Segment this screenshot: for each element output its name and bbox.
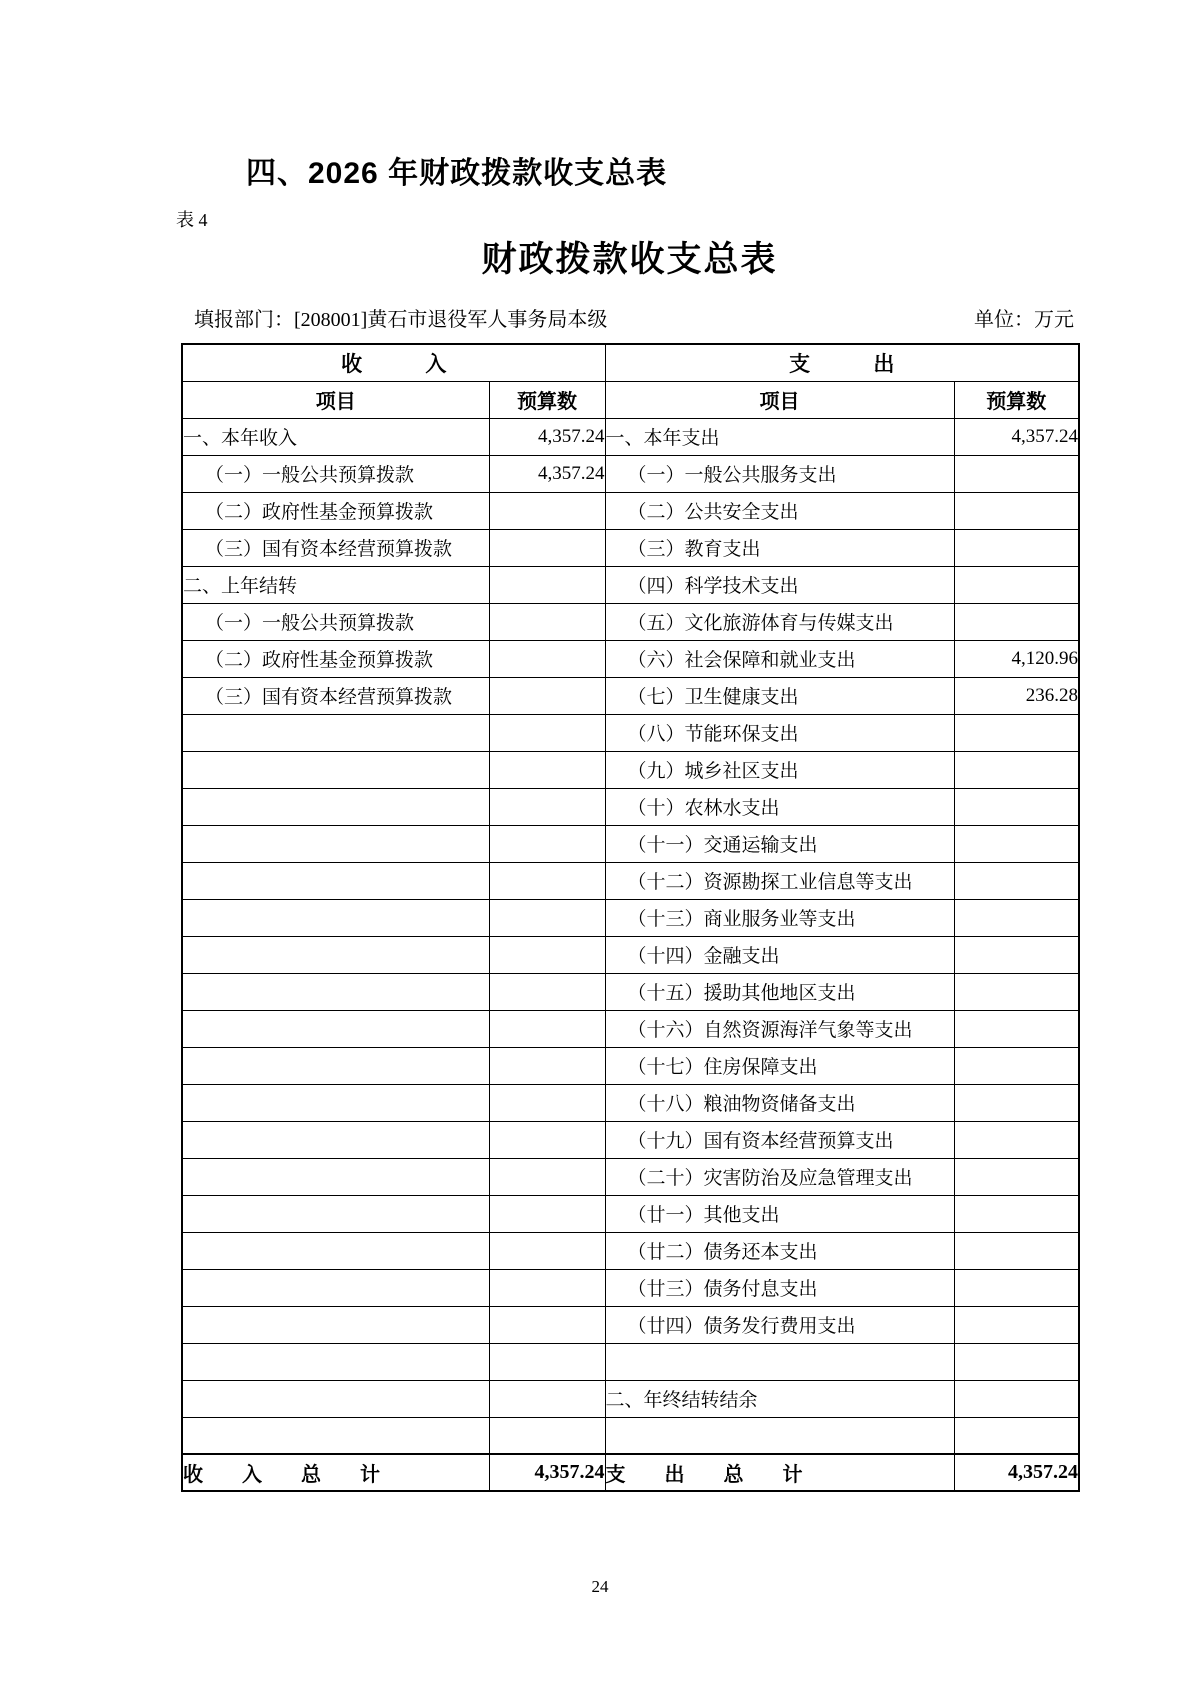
income-item-cell [182,899,489,936]
expense-budget-cell [954,566,1079,603]
income-budget-cell [489,1158,605,1195]
table-row [182,973,1079,1010]
income-budget-cell [489,1195,605,1232]
income-budget-cell [489,1306,605,1343]
table-row [182,1232,1079,1269]
expense-budget-cell [954,1306,1079,1343]
income-item-cell [182,1232,489,1269]
income-item-cell: 一、本年收入 [182,418,489,455]
table-row [182,788,1079,825]
income-item-cell: 二、上年结转 [182,566,489,603]
income-budget-cell [489,1343,605,1380]
reporting-department: 填报部门：[208001]黄石市退役军人事务局本级 [194,309,608,331]
expense-item-cell: （二十）灾害防治及应急管理支出 [605,1158,954,1195]
expense-budget-cell [954,1158,1079,1195]
table-row [182,455,1079,492]
table-row [182,677,1079,714]
expense-item-header: 项目 [605,381,954,418]
income-item-header: 项目 [182,381,489,418]
expense-total-value: 4,357.24 [954,1454,1079,1491]
expense-item-cell: （十七）住房保障支出 [605,1047,954,1084]
page-title: 财政拨款收支总表 [481,240,778,279]
income-item-cell [182,1121,489,1158]
income-budget-cell [489,1417,605,1454]
income-budget-cell [489,1047,605,1084]
expense-budget-cell [954,603,1079,640]
expense-item-cell: （二）公共安全支出 [605,492,954,529]
table-row [182,1047,1079,1084]
table-number-label: 表 4 [176,210,208,230]
table-row [182,1158,1079,1195]
expense-item-cell: 二、年终结转结余 [605,1380,954,1417]
expense-item-cell: （四）科学技术支出 [605,566,954,603]
unit-label: 单位：万元 [974,309,1074,331]
income-item-cell: （一）一般公共预算拨款 [182,455,489,492]
income-item-cell [182,936,489,973]
table-row [182,862,1079,899]
section-title: 四、2026 年财政拨款收支总表 [246,157,668,190]
expense-item-cell: （十二）资源勘探工业信息等支出 [605,862,954,899]
table-row [182,1269,1079,1306]
income-item-cell [182,751,489,788]
table-row [182,1084,1079,1121]
table-row [182,936,1079,973]
expense-item-cell [605,1343,954,1380]
income-budget-cell [489,899,605,936]
expense-budget-cell: 4,120.96 [954,640,1079,677]
income-budget-cell [489,640,605,677]
expense-item-cell: （十八）粮油物资储备支出 [605,1084,954,1121]
column-header-row [182,381,1079,418]
expense-budget-cell [954,825,1079,862]
table-row [182,1010,1079,1047]
table-row [182,899,1079,936]
expense-budget-cell [954,862,1079,899]
income-budget-cell [489,1010,605,1047]
expense-budget-cell [954,1269,1079,1306]
income-item-cell [182,1417,489,1454]
table-row [182,714,1079,751]
table-row [182,751,1079,788]
table-row [182,640,1079,677]
income-budget-cell [489,751,605,788]
expense-item-cell: （十六）自然资源海洋气象等支出 [605,1010,954,1047]
table-row [182,1306,1079,1343]
income-item-cell [182,1084,489,1121]
income-item-cell [182,862,489,899]
budget-table [181,343,1080,1492]
income-budget-cell [489,936,605,973]
expense-budget-cell [954,1343,1079,1380]
expense-budget-cell [954,714,1079,751]
expense-item-cell: （五）文化旅游体育与传媒支出 [605,603,954,640]
income-budget-cell [489,529,605,566]
income-budget-cell [489,566,605,603]
expense-budget-cell [954,1195,1079,1232]
expense-item-cell: （十九）国有资本经营预算支出 [605,1121,954,1158]
income-item-cell [182,973,489,1010]
expense-item-cell: （十四）金融支出 [605,936,954,973]
table-row [182,603,1079,640]
income-budget-cell [489,1380,605,1417]
table-row [182,1195,1079,1232]
budget-table-footer [182,1454,1079,1491]
table-row [182,529,1079,566]
income-budget-cell [489,1121,605,1158]
expense-budget-cell [954,492,1079,529]
expense-budget-cell [954,899,1079,936]
income-item-cell [182,1158,489,1195]
expense-budget-cell [954,936,1079,973]
expense-total-label: 支 出 总 计 [605,1454,954,1491]
expense-budget-cell: 236.28 [954,677,1079,714]
expense-budget-header: 预算数 [954,381,1079,418]
expense-budget-cell [954,1121,1079,1158]
expense-budget-cell [954,529,1079,566]
expense-budget-cell [954,973,1079,1010]
income-item-cell [182,788,489,825]
expense-item-cell: 一、本年支出 [605,418,954,455]
income-budget-cell [489,973,605,1010]
income-item-cell [182,1343,489,1380]
income-budget-cell [489,603,605,640]
income-item-cell: （二）政府性基金预算拨款 [182,492,489,529]
income-budget-cell [489,1084,605,1121]
budget-table-header [182,344,1079,418]
income-budget-header: 预算数 [489,381,605,418]
expense-item-cell: （八）节能环保支出 [605,714,954,751]
expense-item-cell: （一）一般公共服务支出 [605,455,954,492]
income-item-cell: （三）国有资本经营预算拨款 [182,677,489,714]
income-item-cell [182,1047,489,1084]
income-total-value: 4,357.24 [489,1454,605,1491]
income-item-cell: （一）一般公共预算拨款 [182,603,489,640]
income-item-cell [182,1269,489,1306]
totals-row [182,1454,1079,1491]
income-budget-cell [489,677,605,714]
income-budget-cell [489,788,605,825]
table-row [182,1380,1079,1417]
table-row [182,566,1079,603]
expense-budget-cell [954,1084,1079,1121]
table-row [182,418,1079,455]
expense-budget-cell [954,1010,1079,1047]
expense-budget-cell [954,788,1079,825]
expense-item-cell: （廿四）债务发行费用支出 [605,1306,954,1343]
income-item-cell [182,1306,489,1343]
income-budget-cell [489,825,605,862]
income-budget-cell: 4,357.24 [489,455,605,492]
expense-item-cell: （十五）援助其他地区支出 [605,973,954,1010]
income-group-header: 收 入 [182,344,605,381]
income-item-cell [182,825,489,862]
expense-item-cell: （廿二）债务还本支出 [605,1232,954,1269]
expense-item-cell: （七）卫生健康支出 [605,677,954,714]
income-item-cell: （二）政府性基金预算拨款 [182,640,489,677]
expense-budget-cell [954,1380,1079,1417]
income-budget-cell [489,1232,605,1269]
expense-budget-cell [954,455,1079,492]
expense-item-cell: （廿三）债务付息支出 [605,1269,954,1306]
expense-item-cell: （六）社会保障和就业支出 [605,640,954,677]
income-budget-cell [489,862,605,899]
budget-table-body [182,418,1079,1454]
expense-item-cell: （九）城乡社区支出 [605,751,954,788]
table-row [182,1417,1079,1454]
expense-budget-cell [954,1232,1079,1269]
expense-item-cell: （十）农林水支出 [605,788,954,825]
expense-budget-cell [954,751,1079,788]
income-item-cell [182,1380,489,1417]
expense-group-header: 支 出 [605,344,1079,381]
table-row [182,492,1079,529]
expense-item-cell: （十一）交通运输支出 [605,825,954,862]
table-row [182,825,1079,862]
income-budget-cell: 4,357.24 [489,418,605,455]
income-budget-cell [489,714,605,751]
income-item-cell [182,1195,489,1232]
expense-item-cell: （三）教育支出 [605,529,954,566]
expense-budget-cell [954,1417,1079,1454]
income-budget-cell [489,1269,605,1306]
income-budget-cell [489,492,605,529]
expense-item-cell [605,1417,954,1454]
expense-budget-cell: 4,357.24 [954,418,1079,455]
income-item-cell: （三）国有资本经营预算拨款 [182,529,489,566]
expense-budget-cell [954,1047,1079,1084]
page-number: 24 [591,1577,609,1596]
table-row [182,1343,1079,1380]
income-item-cell [182,1010,489,1047]
info-line [181,303,1078,332]
group-header-row [182,344,1079,381]
income-total-label: 收 入 总 计 [182,1454,489,1491]
income-item-cell [182,714,489,751]
expense-item-cell: （十三）商业服务业等支出 [605,899,954,936]
table-row [182,1121,1079,1158]
expense-item-cell: （廿一）其他支出 [605,1195,954,1232]
